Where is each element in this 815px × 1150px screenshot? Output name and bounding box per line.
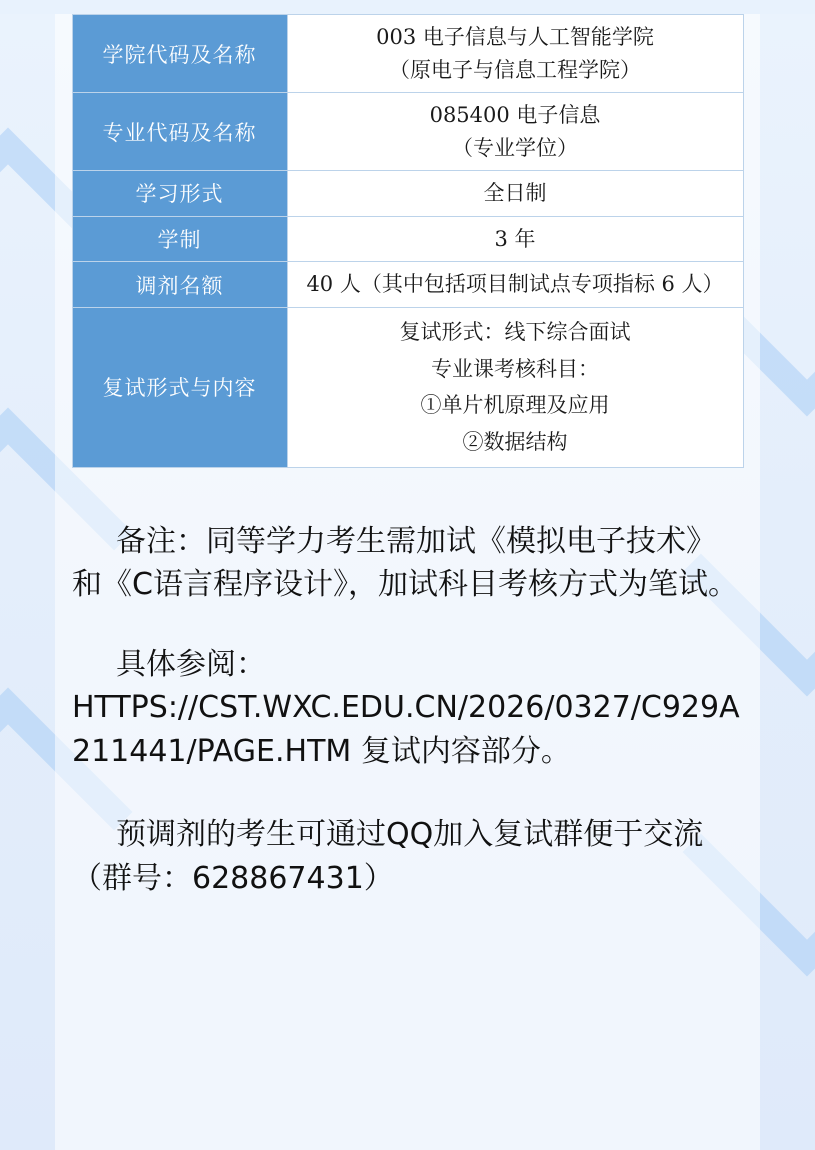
reference-url: HTTPS://CST.WXC.EDU.CN/2026/0327/C929A211441/PAGE.HTM 复试内容部分。 xyxy=(72,690,740,769)
row-label-major: 专业代码及名称 xyxy=(72,93,287,171)
value-line: 3 年 xyxy=(494,226,536,251)
table-row xyxy=(72,262,743,308)
reference-section xyxy=(72,643,743,774)
note-section xyxy=(72,520,743,607)
value-line: 专业课考核科目： xyxy=(431,356,599,381)
value-line: 全日制 xyxy=(483,181,547,206)
row-value-interview xyxy=(287,307,743,467)
row-value-study-form xyxy=(287,171,743,217)
note-text: 备注：同等学力考生需加试《模拟电子技术》和《C语言程序设计》，加试科目考核方式为笔试。 xyxy=(72,523,738,603)
program-info-table-wrapper xyxy=(72,14,744,468)
table-row xyxy=(72,307,743,467)
value-line: 40 人（其中包括项目制试点专项指标 6 人） xyxy=(306,272,724,297)
table-row xyxy=(72,15,743,93)
row-value-quota xyxy=(287,262,743,308)
value-line: 003 电子信息与人工智能学院 xyxy=(376,25,654,49)
table-row xyxy=(72,171,743,217)
row-value-duration xyxy=(287,216,743,262)
table-row xyxy=(72,216,743,262)
value-line: （原电子与信息工程学院） xyxy=(389,57,641,82)
program-info-table xyxy=(72,14,744,468)
value-line: 复试形式：线下综合面试 xyxy=(399,319,631,344)
reference-title: 具体参阅： xyxy=(116,646,266,682)
row-label-college: 学院代码及名称 xyxy=(72,15,287,93)
row-value-college xyxy=(287,15,743,93)
row-value-major xyxy=(287,93,743,171)
value-line: （专业学位） xyxy=(452,135,578,160)
row-label-study-form: 学习形式 xyxy=(72,171,287,217)
row-label-interview: 复试形式与内容 xyxy=(72,307,287,467)
row-label-quota: 调剂名额 xyxy=(72,262,287,308)
value-line: ②数据结构 xyxy=(462,430,568,455)
value-line: 085400 电子信息 xyxy=(429,103,601,128)
document-content xyxy=(0,14,815,900)
table-row xyxy=(72,93,743,171)
qq-group-section xyxy=(72,813,743,900)
row-label-duration: 学制 xyxy=(72,216,287,262)
value-line: ①单片机原理及应用 xyxy=(420,393,610,418)
qq-group-text: 预调剂的考生可通过QQ加入复试群便于交流（群号：628867431） xyxy=(72,817,704,896)
